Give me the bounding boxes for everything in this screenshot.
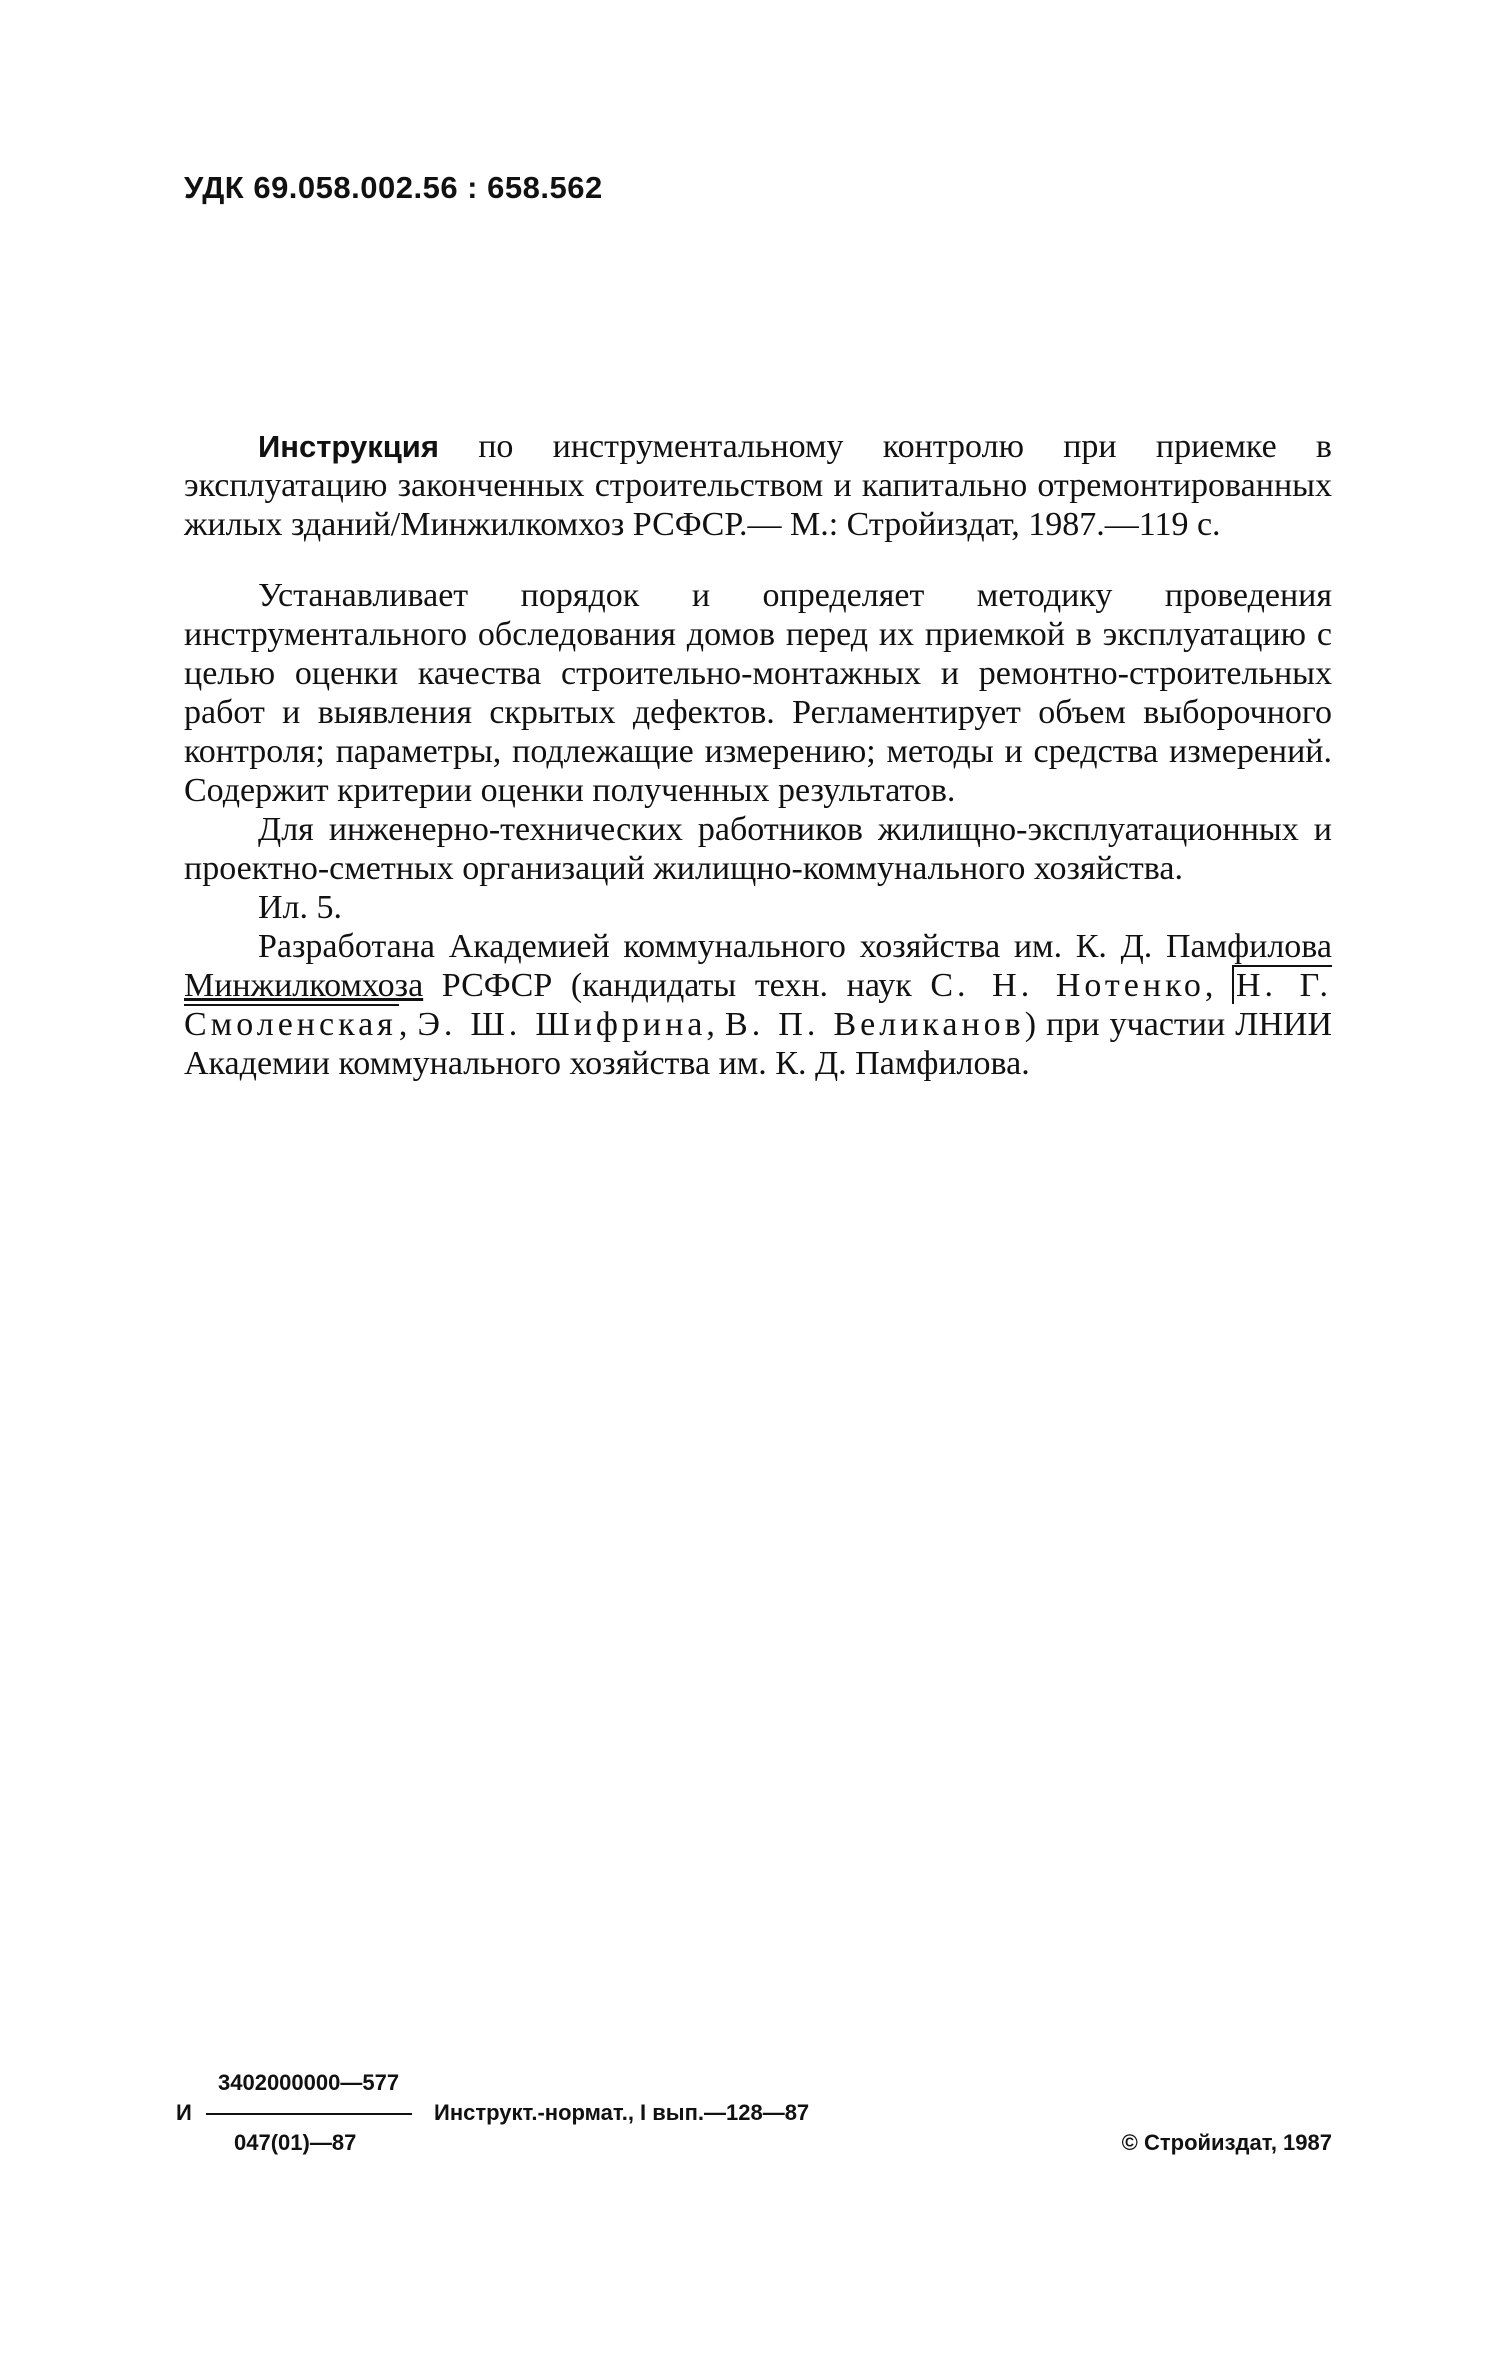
bibliographic-citation — [184, 427, 1332, 544]
developers-paragraph — [184, 927, 1332, 1083]
illustrations-count: Ил. 5. — [258, 889, 343, 926]
classification-code-bottom: 047(01)—87 — [234, 2130, 357, 2155]
copyright-notice: © Стройиздат, 1987 — [1121, 2130, 1332, 2155]
fraction-rule — [206, 2113, 412, 2115]
author-name: В. П. Великанов — [725, 1006, 1025, 1043]
developers-prefix: Разработана Академией коммунального хозяйства им. К. Д. Памфилова — [258, 928, 1332, 965]
author-name: С. Н. Нотенко — [930, 967, 1205, 1004]
series-designation: Инструкт.-нормат., I вып.—128—87 — [434, 2100, 810, 2125]
citation-text: по инструментальному контролю при приемке в эксплуатацию законченных строительством и капитально отремонтированных жилых зданий/Минжилкомхоз РСФСР.— М.: Стройиздат, 1987.—119 с. — [184, 428, 1332, 543]
author-name: Э. Ш. Шифрина — [417, 1006, 707, 1043]
ministry-name: Минжилкомхоза — [184, 967, 424, 1004]
annotation-paragraph-2: Для инженерно-технических работников жилищно-эксплуатационных и проектно-сметных организаций жилищно-коммунального хозяйства. — [184, 811, 1332, 887]
developers-suffix: ) при участии ЛНИИ Академии коммунального хозяйства им. К. Д. Памфилова. — [184, 1006, 1333, 1082]
classification-code-top: 3402000000—577 — [218, 2070, 400, 2095]
classification-letter: И — [176, 2100, 192, 2125]
annotation-paragraph-1: Устанавливает порядок и определяет методику проведения инструментального обследования домов перед их приемкой в эксплуатацию с целью оценки качества строительно-монтажных и ремонтно-строительных работ и выявления скрытых дефектов. Регламентирует объем выборочного контроля; параметры, подлежащие измерению; методы и средства измерений. Содержит критерии оценки полученных результатов. — [184, 577, 1332, 809]
author-separator: , — [706, 1006, 726, 1043]
author-name-deceased: Н. Г. Смоленская — [184, 967, 1332, 1043]
annotation — [184, 576, 1332, 1083]
developers-mid: РСФСР (кандидаты техн. наук — [423, 967, 931, 1004]
author-separator: , — [398, 1006, 418, 1043]
citation-title: Инструкция — [258, 429, 439, 464]
author-separator: , — [1204, 967, 1232, 1004]
udc-code: УДК 69.058.002.56 : 658.562 — [184, 170, 603, 205]
citation-paragraph — [184, 427, 1332, 544]
